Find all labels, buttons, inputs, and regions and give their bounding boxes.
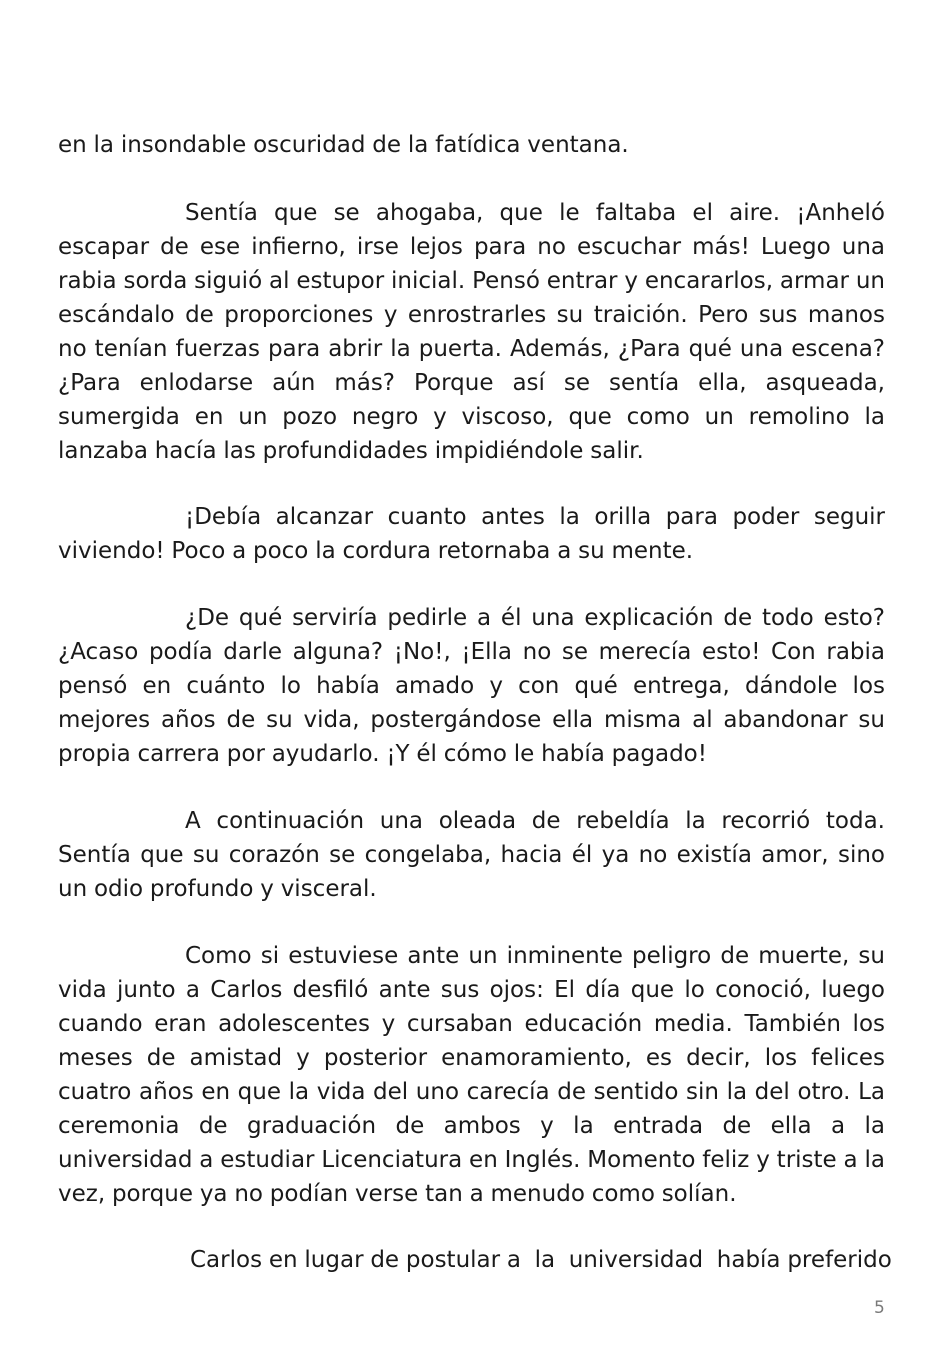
page-number: 5	[874, 1298, 885, 1318]
paragraph-3: ¡Debía alcanzar cuanto antes la orilla para poder seguir viviendo! Poco a poco la cordura retornaba a su mente.	[58, 504, 885, 564]
paragraph-1: en la insondable oscuridad de la fatídica ventana.	[58, 132, 629, 158]
paragraph-7: Carlos en lugar de postular a la universidad había preferido	[190, 1247, 892, 1273]
paragraph-5: A continuación una oleada de rebeldía la recorrió toda. Sentía que su corazón se congelaba, hacia él ya no existía amor, sino un odio profundo y visceral.	[58, 808, 885, 902]
paragraph-2: Sentía que se ahogaba, que le faltaba el aire. ¡Anheló escapar de ese infierno, irse lejos para no escuchar más! Luego una rabia sorda siguió al estupor inicial. Pensó entrar y encararlos, armar un escándalo de proporciones y enrostrarles su traición. Pero sus manos no tenían fuerzas para abrir la puerta. Además, ¿Para qué una escena? ¿Para enlodarse aún más? Porque así se sentía ella, asqueada, sumergida en un pozo negro y viscoso, que como un remolino la lanzaba hacía las profundidades impidiéndole salir.	[58, 200, 885, 464]
paragraph-6: Como si estuviese ante un inminente peligro de muerte, su vida junto a Carlos desfiló ante sus ojos: El día que lo conoció, luego cuando eran adolescentes y cursaban educación media. También los meses de amistad y posterior enamoramiento, es decir, los felices cuatro años en que la vida del uno carecía de sentido sin la del otro. La ceremonia de graduación de ambos y la entrada de ella a la universidad a estudiar Licenciatura en Inglés. Momento feliz y triste a la vez, porque ya no podían verse tan a menudo como solían.	[58, 943, 885, 1207]
paragraph-4: ¿De qué serviría pedirle a él una explicación de todo esto? ¿Acaso podía darle alguna? ¡No!, ¡Ella no se merecía esto! Con rabia pensó en cuánto lo había amado y con qué entrega, dándole los mejores años de su vida, postergándose ella misma al abandonar su propia carrera por ayudarlo. ¡Y él cómo le había pagado!	[58, 605, 885, 767]
